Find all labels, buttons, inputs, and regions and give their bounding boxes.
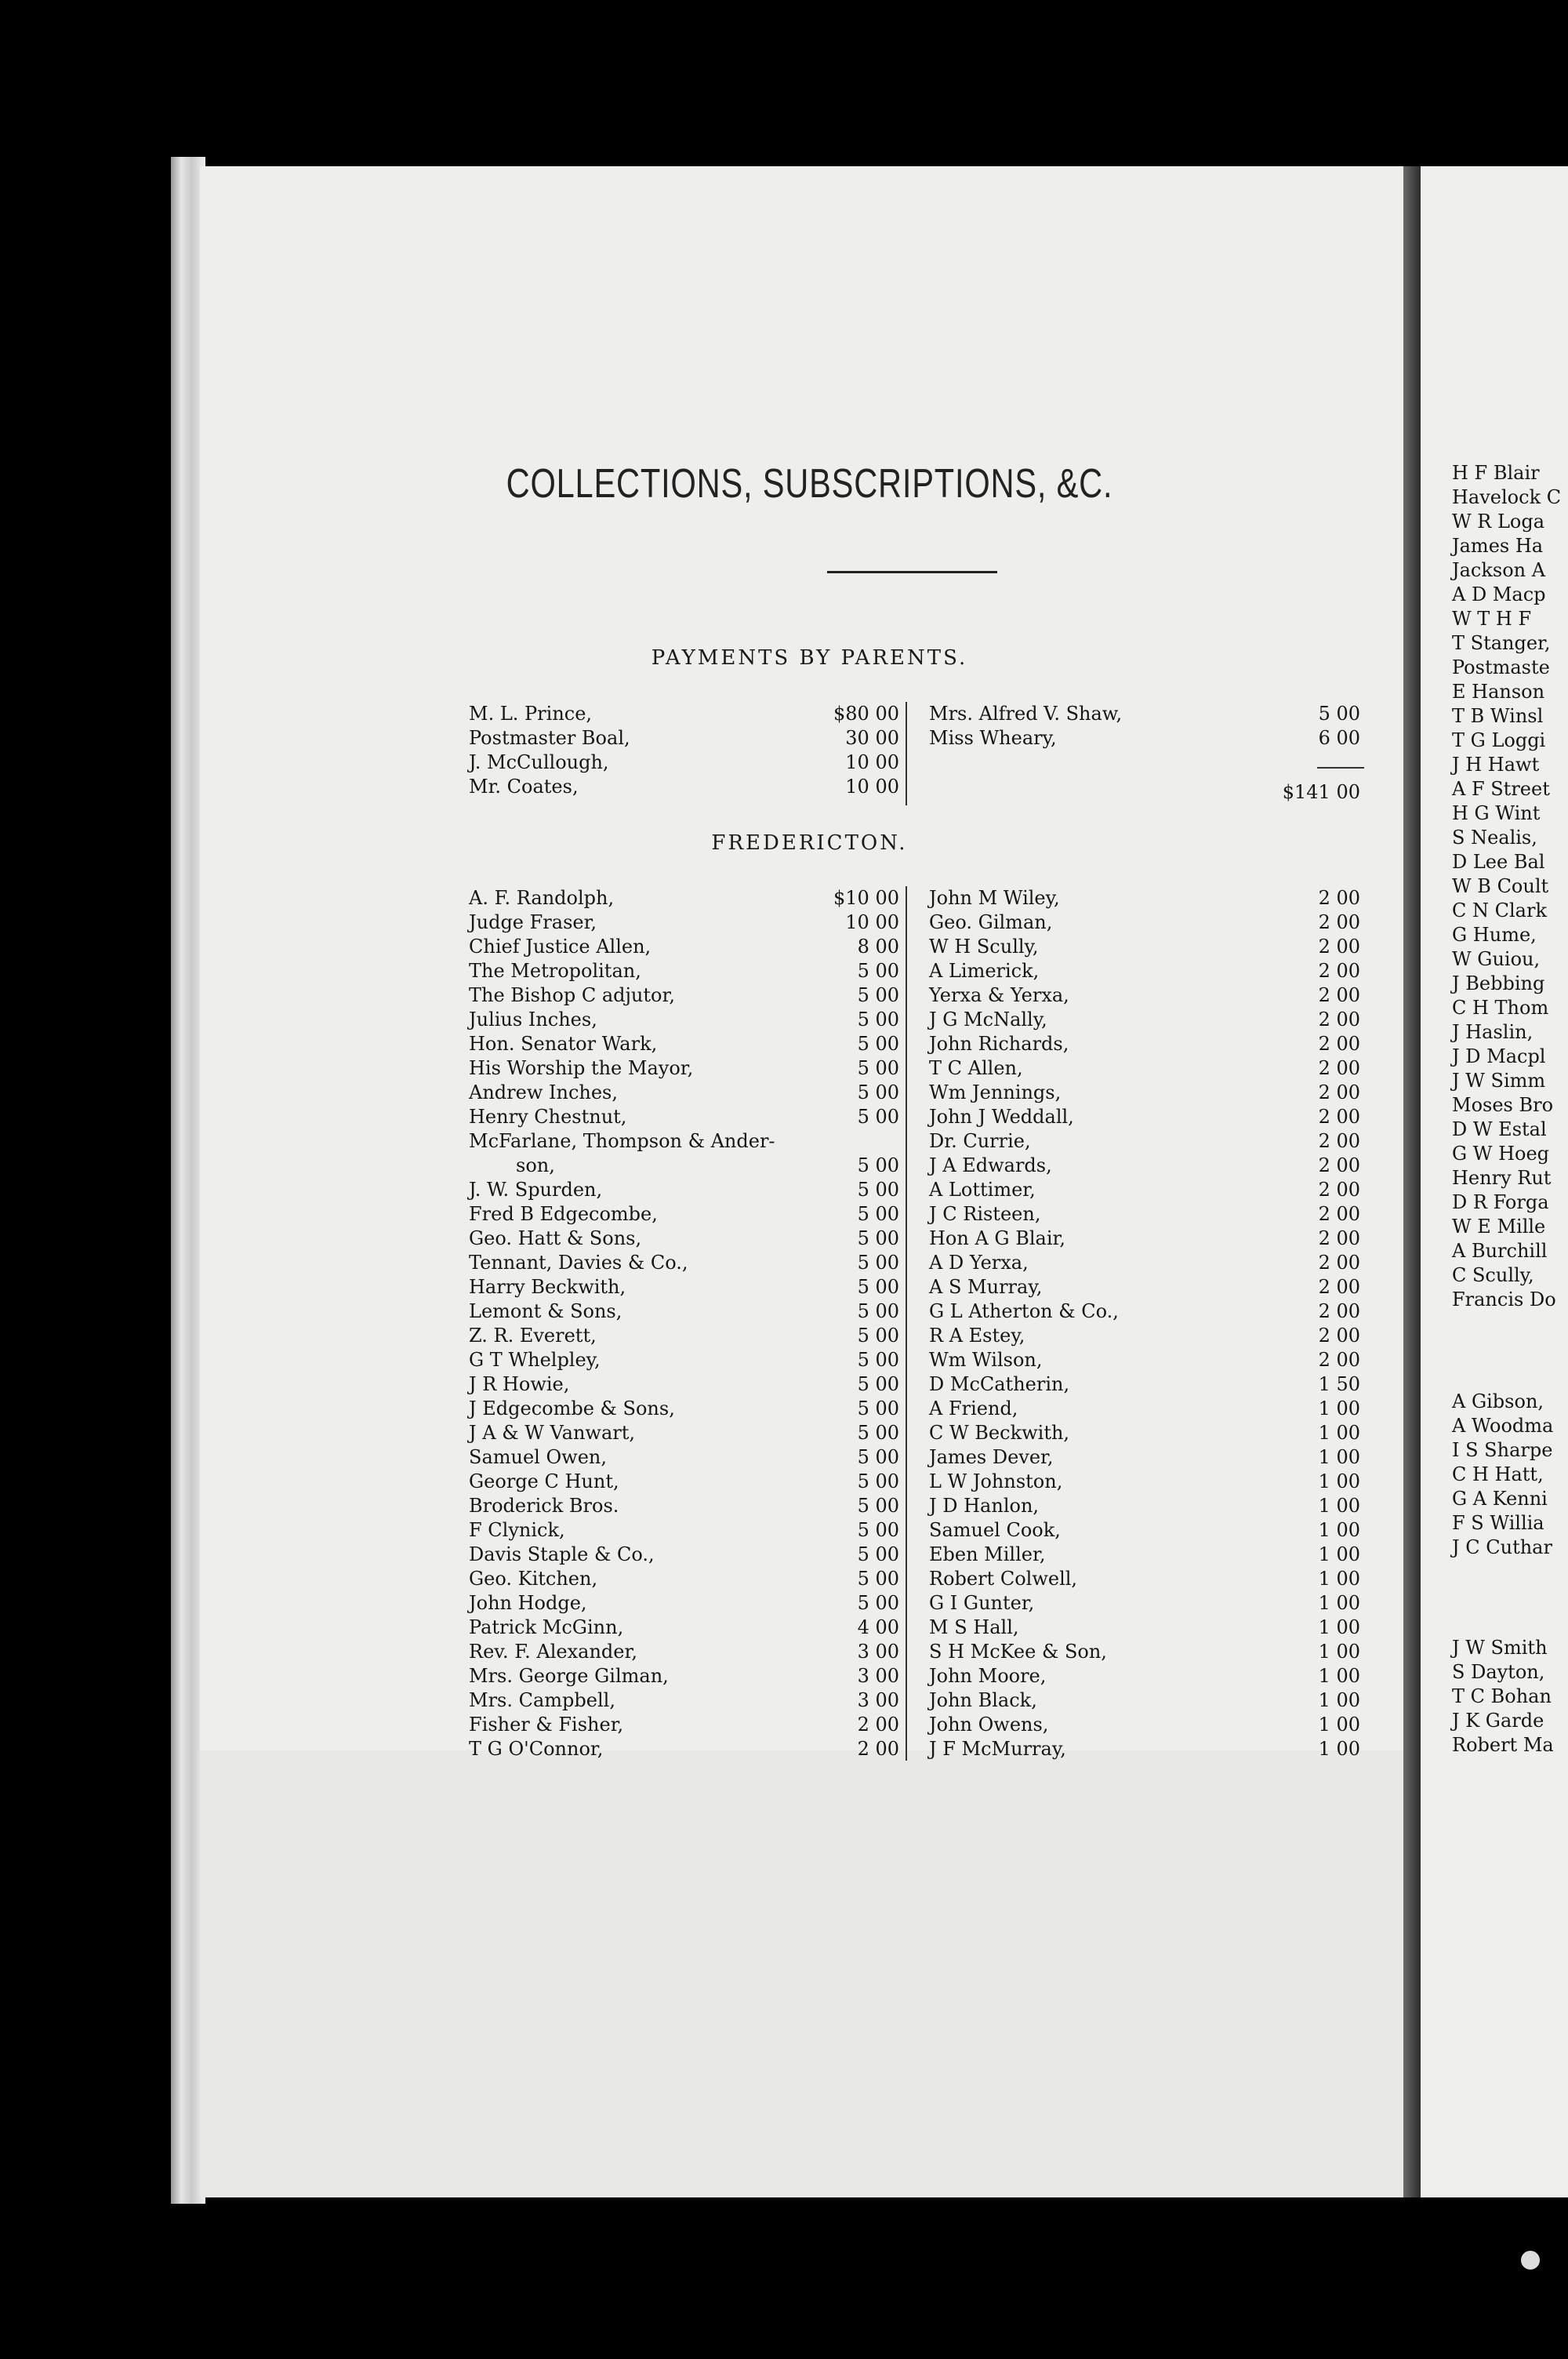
entry-name: G L Atherton & Co.,	[929, 1300, 1119, 1322]
entry-name: G T Whelpley,	[469, 1349, 601, 1371]
entry-name: J C Risteen,	[929, 1203, 1041, 1225]
entry-amount: 2 00	[1318, 1227, 1360, 1249]
next-page-entry: W E Mille	[1452, 1216, 1546, 1238]
entry-name: John Owens,	[929, 1714, 1049, 1736]
next-page-entry: Jackson A	[1452, 559, 1546, 581]
entry-amount: 5 00	[857, 1227, 899, 1249]
entry-name: J A Edwards,	[929, 1154, 1052, 1176]
entry-name: John Moore,	[929, 1665, 1047, 1687]
entry-amount: 5 00	[857, 1081, 899, 1103]
entry-name: The Metropolitan,	[469, 960, 641, 982]
entry-amount: 1 00	[1318, 1470, 1360, 1492]
entry-name: Hon A G Blair,	[929, 1227, 1065, 1249]
entry-amount: 2 00	[1318, 1106, 1360, 1128]
entry-amount: 1 00	[1318, 1422, 1360, 1444]
entry-amount: 1 00	[1318, 1495, 1360, 1517]
entry-amount: 1 00	[1318, 1665, 1360, 1687]
entry-amount: 3 00	[857, 1689, 899, 1711]
next-page-entry: H G Wint	[1452, 802, 1541, 824]
entry-amount: 1 00	[1318, 1398, 1360, 1419]
next-page-entry: Robert Ma	[1452, 1734, 1554, 1756]
entry-name: Wm Wilson,	[929, 1349, 1043, 1371]
entry-amount: 2 00	[1318, 1179, 1360, 1201]
dust-speck	[1521, 2251, 1540, 2270]
payments-heading: PAYMENTS BY PARENTS.	[651, 646, 968, 670]
entry-name: J Edgecombe & Sons,	[469, 1398, 675, 1419]
entry-name: J. McCullough,	[469, 751, 609, 773]
entry-amount: 1 00	[1318, 1592, 1360, 1614]
entry-name: McFarlane, Thompson & Ander-	[469, 1130, 775, 1152]
next-page-entry: A F Street	[1452, 778, 1550, 800]
entry-amount: $10 00	[833, 887, 899, 909]
next-page-entry: D R Forga	[1452, 1191, 1549, 1213]
entry-name: A Lottimer,	[929, 1179, 1036, 1201]
entry-name: Mrs. George Gilman,	[469, 1665, 669, 1687]
next-page-entry: C Scully,	[1452, 1264, 1534, 1286]
entry-amount: 1 00	[1318, 1543, 1360, 1565]
entry-name: Chief Justice Allen,	[469, 936, 652, 958]
entry-amount: 2 00	[1318, 1203, 1360, 1225]
entry-name: Mrs. Alfred V. Shaw,	[929, 703, 1123, 725]
entry-amount: 5 00	[857, 1543, 899, 1565]
entry-amount: 2 00	[1318, 1325, 1360, 1347]
next-page-entry: H F Blair	[1452, 462, 1540, 484]
entry-name: James Dever,	[929, 1446, 1054, 1468]
entry-name: George C Hunt,	[469, 1470, 619, 1492]
entry-amount: 3 00	[857, 1641, 899, 1663]
next-page-entry: Francis Do	[1452, 1289, 1556, 1310]
entry-name: Fred B Edgecombe,	[469, 1203, 658, 1225]
entry-amount: 1 00	[1318, 1568, 1360, 1590]
entry-amount: 2 00	[1318, 1009, 1360, 1030]
entry-amount: 5 00	[857, 1422, 899, 1444]
entry-amount: 2 00	[1318, 984, 1360, 1006]
entry-amount: 5 00	[857, 1252, 899, 1274]
next-page-entry: A Woodma	[1452, 1415, 1554, 1437]
next-page-entry: T B Winsl	[1452, 705, 1544, 727]
next-page-entry: W T H F	[1452, 608, 1532, 630]
entry-name: J G McNally,	[929, 1009, 1047, 1030]
entry-name: A Limerick,	[929, 960, 1040, 982]
entry-name: Mr. Coates,	[469, 776, 579, 798]
next-page-entry: W R Loga	[1452, 511, 1545, 533]
entry-amount: 2 00	[1318, 960, 1360, 982]
entry-amount: 1 00	[1318, 1714, 1360, 1736]
entry-name: A S Murray,	[929, 1276, 1043, 1298]
entry-amount: 2 00	[1318, 1349, 1360, 1371]
entry-name: Eben Miller,	[929, 1543, 1046, 1565]
entry-name: son,	[516, 1154, 555, 1176]
entry-amount: 2 00	[1318, 1130, 1360, 1152]
entry-name: G I Gunter,	[929, 1592, 1035, 1614]
entry-name: Postmaster Boal,	[469, 727, 630, 749]
next-page-entry: Havelock C	[1452, 486, 1562, 508]
entry-name: His Worship the Mayor,	[469, 1057, 694, 1079]
next-page-entry: G W Hoeg	[1452, 1143, 1550, 1165]
entry-name: Wm Jennings,	[929, 1081, 1062, 1103]
entry-name: Andrew Inches,	[469, 1081, 618, 1103]
entry-amount: 10 00	[845, 751, 899, 773]
page	[200, 166, 1419, 2197]
entry-amount: 5 00	[857, 1325, 899, 1347]
entry-amount: 5 00	[857, 1154, 899, 1176]
entry-name: Henry Chestnut,	[469, 1106, 627, 1128]
entry-name: Harry Beckwith,	[469, 1276, 626, 1298]
entry-name: M S Hall,	[929, 1616, 1019, 1638]
entry-amount: 1 00	[1318, 1689, 1360, 1711]
page-lower-tone	[200, 1750, 1419, 2197]
total-rule	[1317, 767, 1364, 769]
entry-name: Robert Colwell,	[929, 1568, 1078, 1590]
entry-amount: 2 00	[1318, 887, 1360, 909]
entry-name: A. F. Randolph,	[469, 887, 615, 909]
entry-name: Geo. Hatt & Sons,	[469, 1227, 642, 1249]
entry-name: Yerxa & Yerxa,	[929, 984, 1069, 1006]
entry-amount: 5 00	[857, 1203, 899, 1225]
next-page-entry: C H Thom	[1452, 997, 1549, 1019]
entry-amount: 2 00	[1318, 1033, 1360, 1055]
entry-amount: 5 00	[857, 1179, 899, 1201]
entry-amount: 2 00	[1318, 1154, 1360, 1176]
entry-amount: 5 00	[857, 1470, 899, 1492]
next-page-entry: A D Macp	[1452, 583, 1546, 605]
entry-amount: 2 00	[857, 1714, 899, 1736]
entry-name: Davis Staple & Co.,	[469, 1543, 655, 1565]
entry-amount: 5 00	[857, 1009, 899, 1030]
next-page-entry: J H Hawt	[1452, 754, 1540, 776]
entry-name: John Hodge,	[469, 1592, 587, 1614]
entry-amount: 2 00	[1318, 1252, 1360, 1274]
entry-amount: 5 00	[1318, 703, 1360, 725]
title-rule	[827, 571, 997, 573]
entry-amount: 5 00	[857, 1057, 899, 1079]
next-page-entry: I S Sharpe	[1452, 1439, 1553, 1461]
entry-name: Geo. Kitchen,	[469, 1568, 598, 1590]
entry-amount: 5 00	[857, 1446, 899, 1468]
entry-amount: 5 00	[857, 1300, 899, 1322]
next-page-entry: J K Garde	[1452, 1710, 1544, 1732]
entry-name: John Black,	[929, 1689, 1037, 1711]
entry-name: D McCatherin,	[929, 1373, 1070, 1395]
next-page-entry: F S Willia	[1452, 1512, 1544, 1534]
column-divider	[906, 702, 907, 805]
entry-name: L W Johnston,	[929, 1470, 1063, 1492]
entry-amount: 2 00	[857, 1738, 899, 1760]
next-page-entry: J D Macpl	[1452, 1045, 1546, 1067]
entry-amount: 1 00	[1318, 1738, 1360, 1760]
entry-name: F Clynick,	[469, 1519, 565, 1541]
next-page-entry: Postmaste	[1452, 656, 1550, 678]
entry-amount: 5 00	[857, 1349, 899, 1371]
entry-name: Samuel Owen,	[469, 1446, 607, 1468]
entry-name: Broderick Bros.	[469, 1495, 619, 1517]
next-page-entry: J Bebbing	[1452, 972, 1545, 994]
entry-name: John J Weddall,	[929, 1106, 1074, 1128]
next-page-entry: W B Coult	[1452, 875, 1549, 897]
next-page-entry: Henry Rut	[1452, 1167, 1552, 1189]
entry-amount: 5 00	[857, 1568, 899, 1590]
next-page-entry: S Nealis,	[1452, 827, 1537, 849]
entry-amount: $80 00	[833, 703, 899, 725]
next-page-entry: T C Bohan	[1452, 1685, 1552, 1707]
entry-name: Miss Wheary,	[929, 727, 1057, 749]
entry-amount: 1 00	[1318, 1446, 1360, 1468]
entry-amount: 5 00	[857, 1106, 899, 1128]
payments-total: $141 00	[1282, 781, 1360, 803]
entry-amount: 5 00	[857, 1519, 899, 1541]
entry-amount: 6 00	[1318, 727, 1360, 749]
entry-name: John Richards,	[929, 1033, 1069, 1055]
next-page-entry: James Ha	[1452, 535, 1544, 557]
entry-name: J A & W Vanwart,	[469, 1422, 635, 1444]
entry-name: S H McKee & Son,	[929, 1641, 1107, 1663]
next-page-entry: J W Simm	[1452, 1070, 1546, 1092]
next-page-entry: W Guiou,	[1452, 948, 1541, 970]
entry-name: Z. R. Everett,	[469, 1325, 597, 1347]
entry-name: J R Howie,	[469, 1373, 570, 1395]
column-divider	[906, 886, 907, 1761]
entry-amount: 10 00	[845, 776, 899, 798]
next-page-entry: G A Kenni	[1452, 1488, 1548, 1510]
page-gutter	[1403, 166, 1421, 2197]
next-page	[1421, 166, 1568, 2197]
entry-name: Patrick McGinn,	[469, 1616, 624, 1638]
entry-amount: 2 00	[1318, 911, 1360, 933]
entry-name: Samuel Cook,	[929, 1519, 1061, 1541]
entry-amount: 5 00	[857, 1398, 899, 1419]
entry-name: Julius Inches,	[469, 1009, 597, 1030]
entry-name: Tennant, Davies & Co.,	[469, 1252, 688, 1274]
entry-amount: 3 00	[857, 1665, 899, 1687]
entry-amount: 2 00	[1318, 936, 1360, 958]
entry-name: Mrs. Campbell,	[469, 1689, 615, 1711]
entry-amount: 1 00	[1318, 1641, 1360, 1663]
entry-amount: 5 00	[857, 1495, 899, 1517]
entry-amount: 2 00	[1318, 1276, 1360, 1298]
entry-name: T C Allen,	[929, 1057, 1023, 1079]
entry-name: C W Beckwith,	[929, 1422, 1070, 1444]
entry-name: J D Hanlon,	[929, 1495, 1040, 1517]
entry-amount: 1 00	[1318, 1519, 1360, 1541]
entry-amount: 5 00	[857, 1033, 899, 1055]
next-page-entry: J W Smith	[1452, 1637, 1548, 1659]
entry-name: J F McMurray,	[929, 1738, 1066, 1760]
next-page-entry: D Lee Bal	[1452, 851, 1545, 873]
entry-name: John M Wiley,	[929, 887, 1060, 909]
page-title: COLLECTIONS, SUBSCRIPTIONS, &C.	[506, 461, 1113, 507]
entry-name: Judge Fraser,	[469, 911, 597, 933]
next-page-entry: J C Cuthar	[1452, 1536, 1552, 1558]
next-page-entry: G Hume,	[1452, 924, 1537, 946]
entry-amount: 1 00	[1318, 1616, 1360, 1638]
next-page-entry: S Dayton,	[1452, 1661, 1545, 1683]
entry-amount: 30 00	[845, 727, 899, 749]
next-page-entry: Moses Bro	[1452, 1094, 1554, 1116]
entry-amount: 4 00	[857, 1616, 899, 1638]
next-page-entry: J Haslin,	[1452, 1021, 1534, 1043]
entry-name: R A Estey,	[929, 1325, 1025, 1347]
entry-amount: 2 00	[1318, 1300, 1360, 1322]
next-page-entry: E Hanson	[1452, 681, 1545, 703]
entry-amount: 1 50	[1318, 1373, 1360, 1395]
entry-name: M. L. Prince,	[469, 703, 593, 725]
entry-amount: 2 00	[1318, 1057, 1360, 1079]
entry-amount: 5 00	[857, 1373, 899, 1395]
entry-name: W H Scully,	[929, 936, 1039, 958]
entry-name: Geo. Gilman,	[929, 911, 1053, 933]
entry-amount: 5 00	[857, 1592, 899, 1614]
entry-name: Rev. F. Alexander,	[469, 1641, 637, 1663]
entry-name: Dr. Currie,	[929, 1130, 1031, 1152]
entry-amount: 10 00	[845, 911, 899, 933]
next-page-entry: A Gibson,	[1452, 1390, 1544, 1412]
fredericton-heading: FREDERICTON.	[711, 831, 908, 855]
entry-name: T G O'Connor,	[469, 1738, 604, 1760]
entry-name: A Friend,	[929, 1398, 1018, 1419]
next-page-entry: C H Hatt,	[1452, 1463, 1544, 1485]
next-page-entry: A Burchill	[1452, 1240, 1548, 1262]
entry-name: Hon. Senator Wark,	[469, 1033, 658, 1055]
entry-name: Fisher & Fisher,	[469, 1714, 624, 1736]
entry-amount: 5 00	[857, 1276, 899, 1298]
entry-amount: 8 00	[857, 936, 899, 958]
entry-name: The Bishop C adjutor,	[469, 984, 675, 1006]
next-page-entry: T Stanger,	[1452, 632, 1551, 654]
next-page-entry: D W Estal	[1452, 1118, 1547, 1140]
entry-amount: 2 00	[1318, 1081, 1360, 1103]
next-page-entry: T G Loggi	[1452, 729, 1546, 751]
entry-name: J. W. Spurden,	[469, 1179, 603, 1201]
entry-amount: 5 00	[857, 960, 899, 982]
next-page-entry: C N Clark	[1452, 900, 1547, 921]
entry-name: Lemont & Sons,	[469, 1300, 622, 1322]
entry-amount: 5 00	[857, 984, 899, 1006]
entry-name: A D Yerxa,	[929, 1252, 1029, 1274]
